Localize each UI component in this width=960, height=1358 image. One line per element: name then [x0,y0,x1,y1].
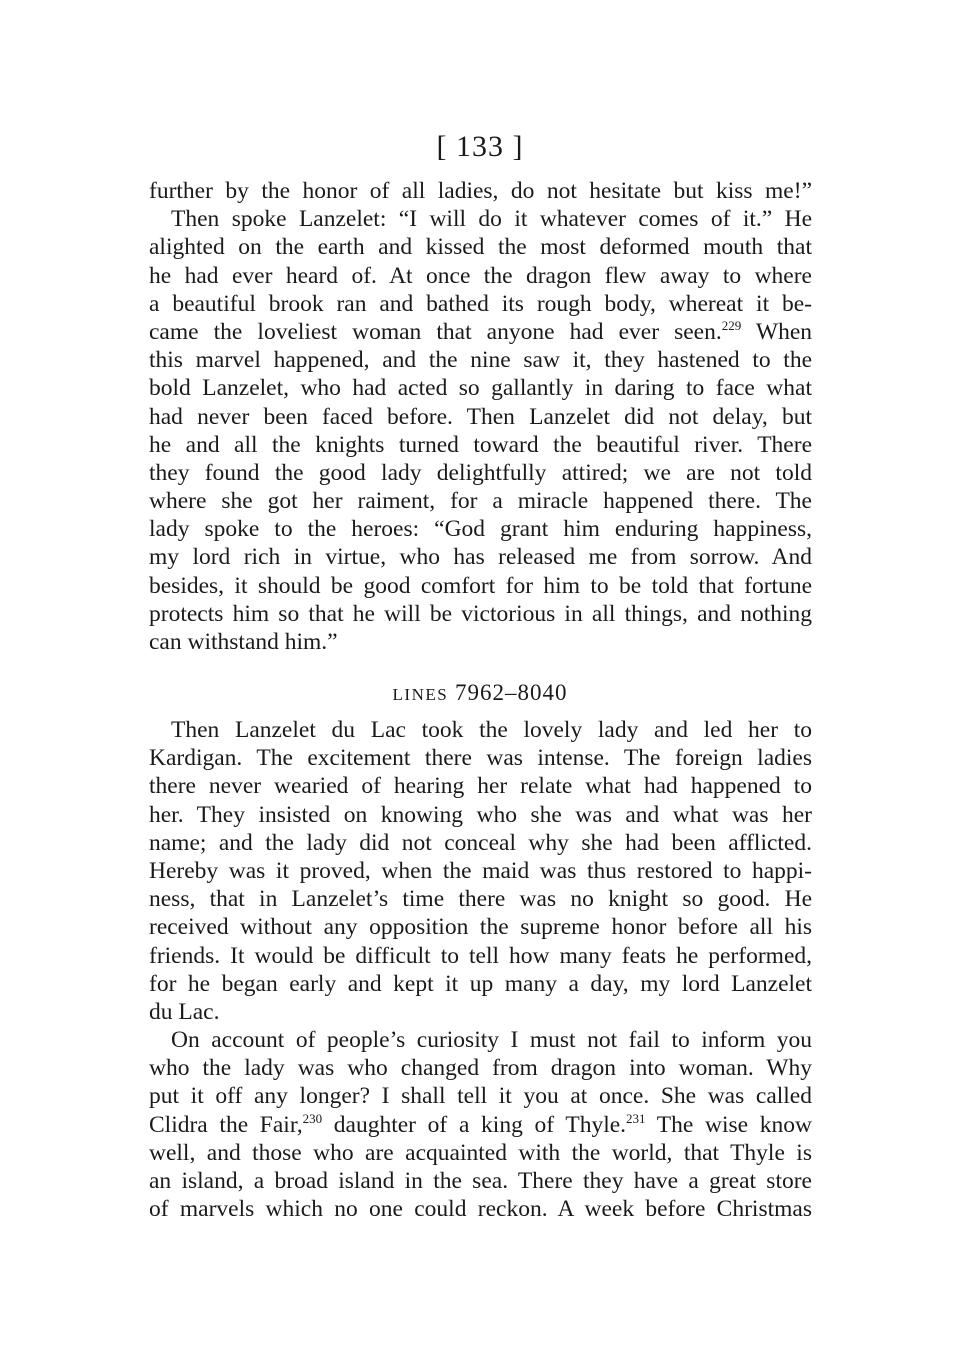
text-line: Hereby was it proved, when the maid was thus restored to happi- [149,857,812,884]
paragraph-continuation [149,177,812,656]
text-line: my lord rich in virtue, who has released me from sorrow. And [149,544,812,571]
text-line: a beautiful brook ran and bathed its rough body, whereat it be- [149,290,812,317]
text-line: bold Lanzelet, who had acted so gallantly in daring to face what [149,375,812,402]
section-heading [0,680,960,706]
text-line: protects him so that he will be victorious in all things, and nothing [149,600,812,627]
text-line: can withstand him.” [149,629,338,655]
text-line: they found the good lady delightfully attired; we are not told [149,459,812,486]
text-line: name; and the lady did not conceal why she had been afflicted. [149,829,812,856]
page-number: [ 133 ] [436,130,524,163]
text-line: of marvels which no one could reckon. A week before Christmas [149,1196,812,1223]
text-line: an island, a broad island in the sea. There they have a great store [149,1167,812,1194]
text-line: this marvel happened, and the nine saw it, they hastened to the [149,347,812,374]
text-line: her. They insisted on knowing who she was and what was her [149,801,812,828]
text-line: Kardigan. The excitement there was intense. The foreign ladies [149,745,812,772]
text-line: du Lac. [149,998,220,1025]
paragraph [149,716,812,1026]
footnote-marker: 231 [626,1110,646,1126]
text-line: lady spoke to the heroes: “God grant him enduring happiness, [149,516,812,543]
footnote-marker: 230 [302,1110,323,1126]
text-line-with-footnote [149,318,812,346]
text-line: he and all the knights turned toward the beautiful river. There [149,431,812,458]
text-line-with-footnotes [149,1111,812,1139]
text-line: put it off any longer? I shall tell it you at once. She was called [149,1083,812,1110]
text-line: well, and those who are acquainted with the world, that Thyle is [149,1139,812,1166]
footnote-marker: 229 [721,317,742,333]
text-line: friends. It would be difficult to tell how many feats he performed, [149,942,812,969]
section-heading-range: 7962–8040 [454,680,568,705]
text-fragment: When [741,318,813,345]
text-line: alighted on the earth and kissed the most deformed mouth that [149,234,812,261]
text-fragment: daughter of a king of Thyle. [322,1111,627,1138]
section-heading-prefix: LINES [392,685,449,704]
text-line: had never been faced before. Then Lanzelet did not delay, but [149,403,812,430]
text-line: who the lady was who changed from dragon into woman. Why [149,1055,812,1082]
text-fragment: The wise know [645,1111,812,1138]
text-fragment: came the loveliest woman that anyone had ever seen. [149,318,722,345]
text-line: On account of people’s curiosity I must not fail to inform you [171,1027,812,1053]
text-fragment: Clidra the Fair, [149,1111,303,1138]
text-line: he had ever heard of. At once the dragon flew away to where [149,262,812,289]
text-line: received without any opposition the supreme honor before all his [149,914,812,941]
text-line: there never wearied of hearing her relate what had happened to [149,773,812,800]
text-line: further by the honor of all ladies, do not hesitate but kiss me!” [149,178,812,204]
text-line: Then spoke Lanzelet: “I will do it whatever comes of it.” He [171,206,812,233]
paragraph [149,1026,812,1223]
text-line: besides, it should be good comfort for him to be told that fortune [149,572,812,599]
text-line: for he began early and kept it up many a day, my lord Lanzelet [149,970,812,997]
text-line: Then Lanzelet du Lac took the lovely lady and led her to [171,717,812,743]
text-line: where she got her raiment, for a miracle happened there. The [149,488,812,515]
text-line: ness, that in Lanzelet’s time there was no knight so good. He [149,886,812,913]
